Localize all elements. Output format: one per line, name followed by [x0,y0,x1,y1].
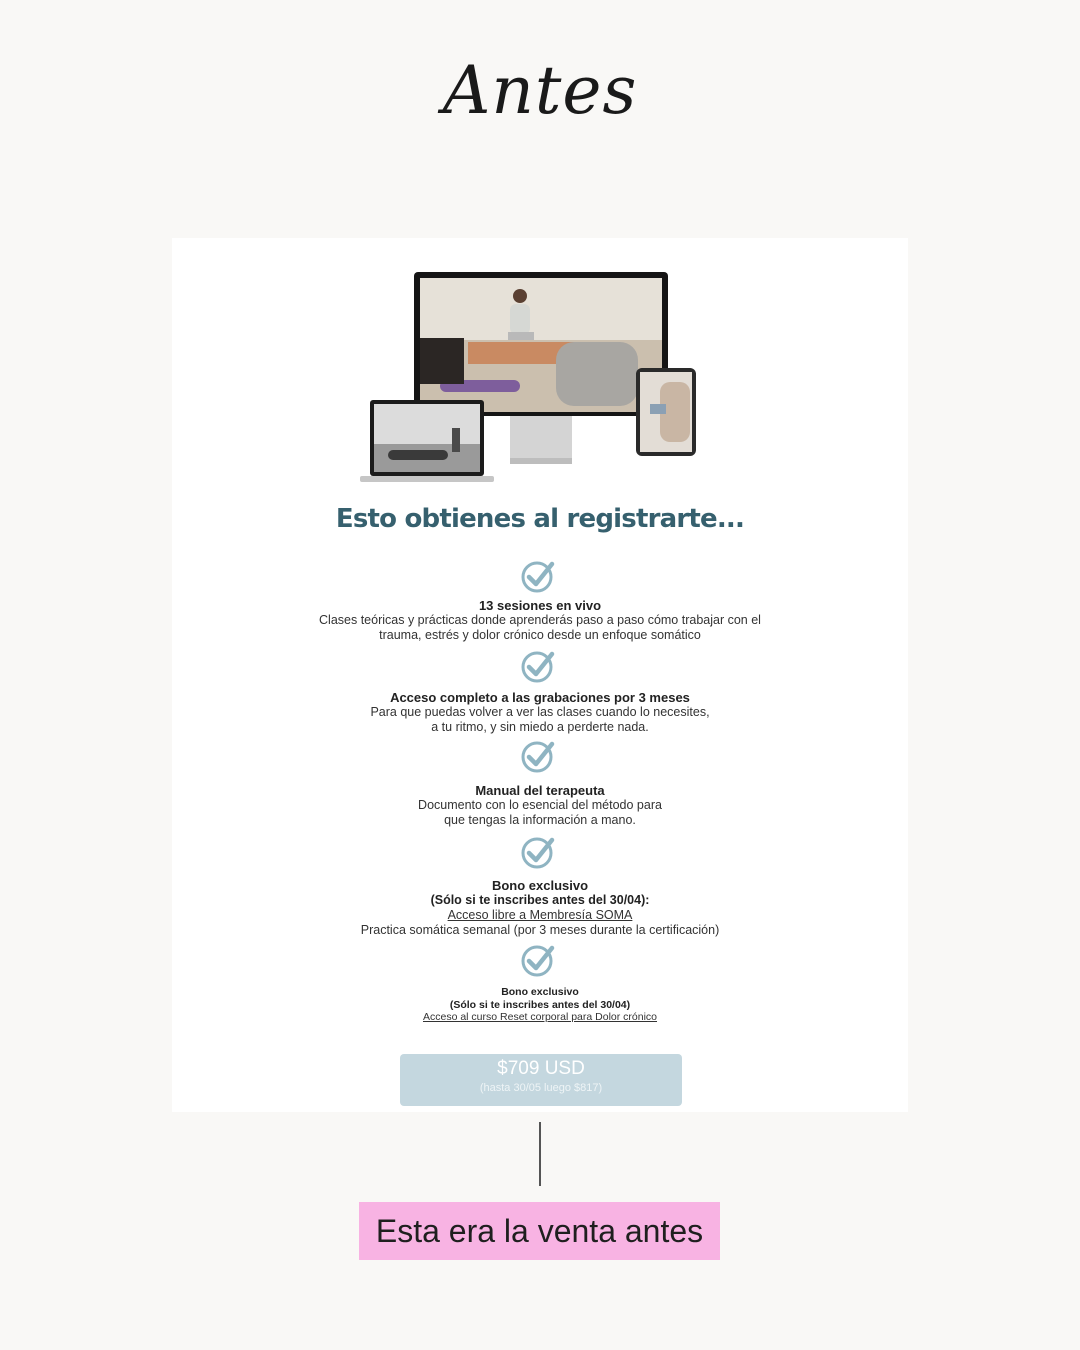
feature-description: Documento con lo esencial del método para [418,798,662,812]
feature-item [172,598,908,643]
check-circle-icon [520,942,556,978]
sales-page-screenshot [172,238,908,1112]
feature-description: Practica somática semanal (por 3 meses durante la certificación) [360,923,720,937]
feature-title: Acceso completo a las grabaciones por 3 meses [390,690,690,705]
membership-link[interactable]: Acceso libre a Membresía SOMA [447,908,633,922]
caption-label: Esta era la venta antes [359,1202,720,1260]
course-link[interactable]: Acceso al curso Reset corporal para Dolor crónico [422,1011,658,1023]
feature-item [172,690,908,735]
feature-description: trauma, estrés y dolor crónico desde un enfoque somático [379,628,701,642]
check-circle-icon [520,834,556,870]
feature-subtitle: (Sólo si te inscribes antes del 30/04): [430,893,650,907]
price-button[interactable] [400,1054,682,1106]
feature-title: Bono exclusivo [491,878,589,893]
feature-item [172,783,908,828]
sales-headline: Esto obtienes al registrarte... [335,504,745,534]
feature-description: a tu ritmo, y sin miedo a perderte nada. [431,720,649,734]
feature-title: Bono exclusivo [501,986,579,998]
device-mockup-image [360,272,700,486]
feature-description: que tengas la información a mano. [444,813,636,827]
feature-item [172,986,908,1024]
feature-title: 13 sesiones en vivo [478,598,602,613]
feature-description: Clases teóricas y prácticas donde aprenderás paso a paso cómo trabajar con el [319,613,761,627]
check-circle-icon [520,648,556,684]
price-note: (hasta 30/05 luego $817) [479,1082,603,1094]
feature-description: Para que puedas volver a ver las clases cuando lo necesites, [370,705,710,719]
feature-title: Manual del terapeuta [475,783,605,798]
feature-item [172,878,908,938]
connector-line [539,1122,541,1186]
page-title: Antes [442,52,638,129]
price-main: $709 USD [497,1058,585,1079]
check-circle-icon [520,738,556,774]
feature-subtitle: (Sólo si te inscribes antes del 30/04) [449,998,631,1011]
check-circle-icon [520,558,556,594]
